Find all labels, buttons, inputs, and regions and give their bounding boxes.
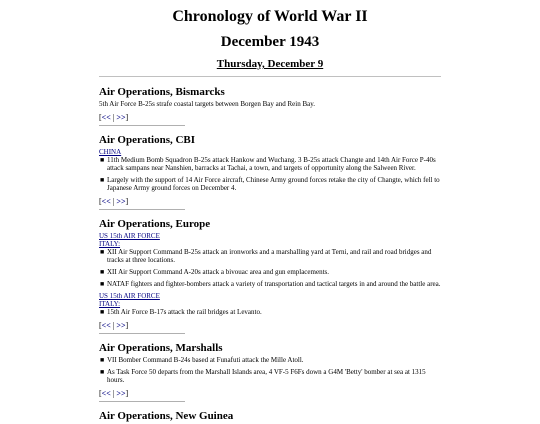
section-bismarcks — [99, 86, 444, 126]
nav-close-bracket: ] — [125, 197, 129, 206]
list-item — [99, 176, 444, 192]
section-title: Air Operations, New Guinea — [99, 410, 234, 422]
list-item-text: VII Bomber Command B-24s based at Funafuti attack the Mille Atoll. — [107, 356, 304, 364]
section-marshalls — [99, 342, 444, 402]
bullet: ■ — [100, 368, 105, 376]
section-divider — [99, 209, 185, 210]
list-item-text: 11th Medium Bomb Squadron B-25s attack Hankow and Wuchang. 3 B-25s attack Changte and 14th Air Force P-40s attack sampans near Nanshien, barracks at Tachai, a town, and targets of opportunity along the Salween River. — [107, 156, 436, 172]
nav-separator: | — [112, 113, 115, 122]
list-item — [99, 248, 444, 264]
nav-open-bracket: [ — [99, 113, 102, 122]
section-new-guinea — [99, 410, 444, 422]
nav-separator: | — [112, 321, 115, 330]
page-title: Chronology of World War II — [172, 8, 368, 25]
list-item — [99, 368, 444, 384]
month-title: December 1943 — [220, 34, 320, 50]
section-text: 5th Air Force B-25s strafe coastal targets between Borgen Bay and Rein Bay. — [99, 100, 316, 108]
list-item — [99, 268, 444, 276]
section-cbi — [99, 134, 444, 210]
nav-close-bracket: ] — [125, 321, 129, 330]
bullet: ■ — [100, 268, 105, 276]
top-divider — [99, 76, 441, 77]
list-item-text: NATAF fighters and fighter-bombers attack a variety of transportation and tactical targets in and around the battle area. — [107, 280, 441, 288]
content — [99, 86, 444, 424]
next-link[interactable]: >> — [116, 389, 126, 398]
nav-open-bracket: [ — [99, 197, 102, 206]
list-item-text: Largely with the support of 14 Air Force aircraft, Chinese Army ground forces retake the city of Changte, which fell to Japanese Army ground forces on December 4. — [107, 176, 440, 192]
section-nav — [99, 113, 444, 122]
bullet: ■ — [100, 156, 105, 164]
bullet: ■ — [100, 356, 105, 364]
section-title: Air Operations, Marshalls — [99, 342, 223, 354]
section-divider — [99, 333, 185, 334]
bullet: ■ — [100, 176, 105, 184]
list-item — [99, 356, 444, 364]
list-item-text: As Task Force 50 departs from the Marshall Islands area, 4 VF-5 F6Fs down a G4M 'Betty' bomber at sea at 1315 hours. — [107, 368, 426, 384]
next-link[interactable]: >> — [116, 197, 126, 206]
bullet: ■ — [100, 280, 105, 288]
list-item — [99, 308, 444, 316]
theater-link-air-force[interactable]: US 15th AIR FORCE — [99, 232, 160, 240]
list-item-text: XII Air Support Command A-20s attack a bivouac area and gun emplacements. — [107, 268, 329, 276]
list-item — [99, 280, 444, 288]
section-nav — [99, 389, 444, 398]
list-item — [99, 156, 444, 172]
next-link[interactable]: >> — [116, 113, 126, 122]
section-nav — [99, 321, 444, 330]
section-title: Air Operations, Bismarcks — [99, 86, 225, 98]
prev-link[interactable]: << — [101, 321, 111, 330]
section-europe — [99, 218, 444, 334]
list-item-text: 15th Air Force B-17s attack the rail bridges at Levanto. — [107, 308, 262, 316]
section-title: Air Operations, CBI — [99, 134, 196, 146]
day-title: Thursday, December 9 — [216, 58, 324, 70]
nav-separator: | — [112, 197, 115, 206]
bullet: ■ — [100, 248, 105, 256]
region-link-italy[interactable]: ITALY: — [99, 300, 121, 308]
bullet: ■ — [100, 308, 105, 316]
theater-link-china[interactable]: CHINA — [99, 148, 122, 156]
section-title: Air Operations, Europe — [99, 218, 211, 230]
nav-open-bracket: [ — [99, 389, 102, 398]
theater-link-air-force[interactable]: US 15th AIR FORCE — [99, 292, 160, 300]
section-divider — [99, 401, 185, 402]
region-link-italy[interactable]: ITALY: — [99, 240, 121, 248]
prev-link[interactable]: << — [101, 197, 111, 206]
nav-open-bracket: [ — [99, 321, 102, 330]
prev-link[interactable]: << — [101, 113, 111, 122]
next-link[interactable]: >> — [116, 321, 126, 330]
prev-link[interactable]: << — [101, 389, 111, 398]
section-divider — [99, 125, 185, 126]
section-nav — [99, 197, 444, 206]
nav-close-bracket: ] — [125, 113, 129, 122]
nav-separator: | — [112, 389, 115, 398]
list-item-text: XII Air Support Command B-25s attack an ironworks and a marshalling yard at Terni, and rail and road bridges and tracks at three locations. — [107, 248, 432, 264]
nav-close-bracket: ] — [125, 389, 129, 398]
